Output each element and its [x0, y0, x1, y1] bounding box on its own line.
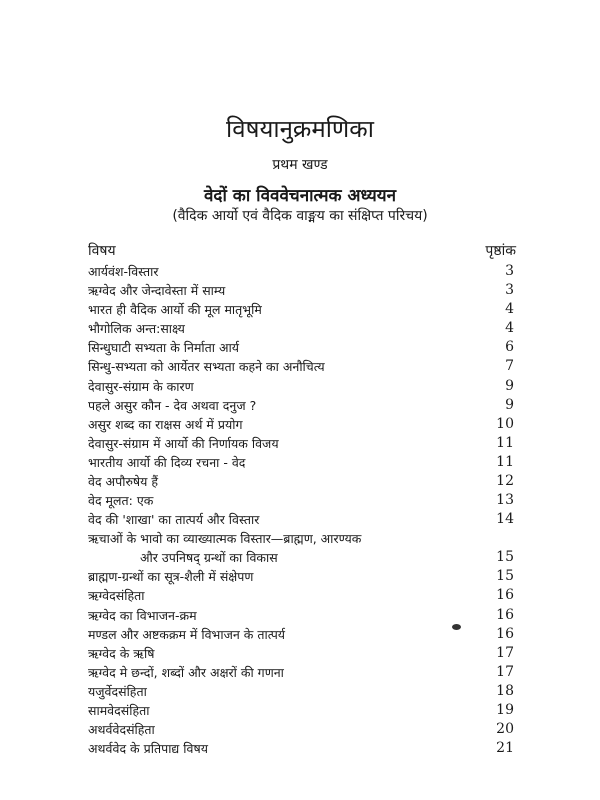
toc-entry-page-number: 9 [505, 377, 514, 394]
toc-entry-page-number: 21 [496, 740, 514, 757]
toc-entry-title [88, 529, 361, 567]
toc-entry [88, 701, 514, 720]
toc-entry-title [88, 720, 155, 739]
toc-entry-title [88, 319, 185, 338]
toc-entry [88, 377, 514, 396]
toc-entry-title-line: वेद की 'शाखा' का तात्पर्य और विस्तार [88, 512, 260, 528]
toc-entry-page-number: 19 [496, 701, 514, 718]
page-column-header: पृष्ठांक [485, 243, 516, 259]
toc-entry-title-line: सिन्धुघाटी सभ्यता के निर्माता आर्य [88, 340, 240, 356]
toc-entry-title [88, 701, 149, 720]
toc-entry-page-number: 10 [496, 415, 514, 432]
toc-entry-page-number: 13 [496, 492, 514, 509]
toc-entry-title-line: देवासुर-संग्राम में आर्यो की निर्णायक विजय [88, 435, 279, 451]
toc-entry [88, 357, 514, 376]
toc-entry-page-number: 20 [496, 721, 514, 738]
toc-entry [88, 319, 514, 338]
toc-entry-title [88, 281, 225, 300]
toc-entry-page-number: 15 [496, 568, 514, 585]
toc-entry-title-line: सिन्धु-सभ्यता को आर्येतर सभ्यता कहने का अनौचित्य [88, 359, 325, 375]
toc-entry-page-number: 11 [496, 453, 514, 470]
toc-entry [88, 510, 514, 529]
toc-entry-title-line: ब्राह्मण-ग्रन्थों का सूत्र-शैली में संक्षेपण [88, 569, 254, 585]
toc-entry-title [88, 338, 239, 357]
toc-entry-title-line: वेद अपौरुषेय हैं [88, 474, 159, 490]
toc-entry [88, 644, 514, 663]
toc-entry-title [88, 396, 256, 415]
toc-entry-title-line: वेद मूलत: एक [88, 493, 154, 509]
toc-entry-title-line: ऋग्वेद के ऋषि [88, 645, 155, 661]
toc-entry-title-line: भौगोलिक अन्त:साक्ष्य [88, 321, 185, 337]
section-label: प्रथम खण्ड [272, 157, 328, 173]
table-of-contents [88, 262, 514, 758]
toc-entry-title [88, 586, 144, 605]
toc-entry-title-line: भारत ही वैदिक आर्यो की मूल मातृभूमि [88, 302, 262, 318]
toc-entry-page-number: 16 [496, 625, 514, 642]
toc-entry [88, 396, 514, 415]
toc-entry-title [88, 625, 285, 644]
toc-entry [88, 262, 514, 281]
toc-entry [88, 625, 514, 644]
toc-entry-title [88, 357, 325, 376]
toc-entry [88, 338, 514, 357]
toc-entry-page-number: 12 [496, 473, 514, 490]
toc-entry-title-line: अथर्ववेद के प्रतिपाद्य विषय [88, 741, 208, 757]
toc-entry [88, 529, 514, 567]
toc-entry-title-line: ऋग्वेद मे छन्दों, शब्दों और अक्षरों की गणना [88, 664, 284, 680]
toc-entry [88, 491, 514, 510]
toc-entry-page-number: 3 [505, 263, 514, 279]
page-title: विषयानुक्रमणिका [226, 115, 374, 143]
toc-entry-page-number: 14 [496, 511, 514, 528]
toc-entry-page-number: 16 [496, 587, 514, 604]
toc-entry [88, 606, 514, 625]
toc-entry-title [88, 453, 245, 472]
toc-entry-page-number: 6 [505, 339, 514, 356]
toc-entry [88, 415, 514, 434]
toc-entry-title-line: सामवेदसंहिता [88, 702, 150, 718]
toc-entry [88, 739, 514, 758]
toc-entry-title [88, 262, 159, 281]
toc-entry-title [88, 472, 158, 491]
toc-entry-page-number: 4 [505, 301, 514, 318]
toc-entry-title-line: भारतीय आर्यो की दिव्य रचना - वेद [88, 454, 246, 470]
toc-entry-title [88, 682, 147, 701]
toc-entry-title-line: ऋग्वेद का विभाजन-क्रम [88, 607, 197, 623]
toc-entry-title-continuation: और उपनिषद् ग्रन्थों का विकास [140, 550, 278, 566]
subject-column-header: विषय [88, 243, 116, 259]
toc-entry-page-number: 9 [505, 396, 514, 413]
toc-entry-title-line: मण्डल और अष्टकक्रम में विभाजन के तात्पर्य [88, 626, 286, 642]
toc-entry-page-number: 4 [505, 320, 514, 337]
toc-entry-title [88, 739, 208, 758]
toc-entry-page-number: 15 [496, 549, 514, 566]
toc-entry-title-line: आर्यवंश-विस्तार [88, 264, 159, 279]
toc-entry-page-number: 7 [505, 358, 514, 375]
toc-entry-title [88, 300, 262, 319]
toc-entry [88, 434, 514, 453]
toc-entry [88, 567, 514, 586]
toc-entry [88, 586, 514, 605]
toc-entry-title-line: ऋग्वेदसंहिता [88, 588, 145, 604]
toc-entry-title [88, 644, 154, 663]
toc-entry-title [88, 491, 153, 510]
toc-entry [88, 682, 514, 701]
toc-entry-title-line: असुर शब्द का राक्षस अर्थ में प्रयोग [88, 416, 243, 432]
toc-entry-title-line: पहले असुर कौन - देव अथवा दनुज ? [88, 397, 257, 413]
toc-entry [88, 663, 514, 682]
toc-entry-title [88, 663, 284, 682]
section-subtitle: (वैदिक आर्यो एवं वैदिक वाङ्मय का संक्षिप्त परिचय) [172, 208, 428, 224]
toc-entry-title [88, 377, 194, 396]
toc-entry-title [88, 606, 197, 625]
ink-smudge [452, 624, 461, 630]
toc-entry-title-line: अथर्ववेदसंहिता [88, 722, 155, 738]
toc-entry-title-line: ऋग्वेद और जेन्दावेस्ता में साम्य [88, 283, 226, 299]
toc-entry [88, 472, 514, 491]
toc-entry-title [88, 510, 259, 529]
toc-entry-title-line: देवासुर-संग्राम के कारण [88, 378, 194, 394]
toc-entry-page-number: 3 [505, 282, 514, 299]
toc-entry-title-line: यजुर्वेदसंहिता [88, 683, 147, 699]
toc-entry-page-number: 11 [496, 434, 514, 451]
toc-entry-page-number: 17 [496, 644, 514, 661]
toc-entry-title [88, 434, 279, 453]
toc-entry-page-number: 17 [496, 663, 514, 680]
toc-entry [88, 281, 514, 300]
section-heading: वेदों का विववेचनात्मक अध्ययन [203, 186, 397, 206]
toc-entry-title [88, 415, 243, 434]
toc-entry-page-number: 16 [496, 606, 514, 623]
toc-entry [88, 720, 514, 739]
toc-entry [88, 300, 514, 319]
toc-entry [88, 453, 514, 472]
toc-entry-page-number: 18 [496, 682, 514, 699]
toc-entry-title [88, 567, 253, 586]
toc-entry-title-line: ऋचाओं के भावो का व्याख्यात्मक विस्तार—ब्राह्मण, आरण्यक [88, 531, 362, 547]
